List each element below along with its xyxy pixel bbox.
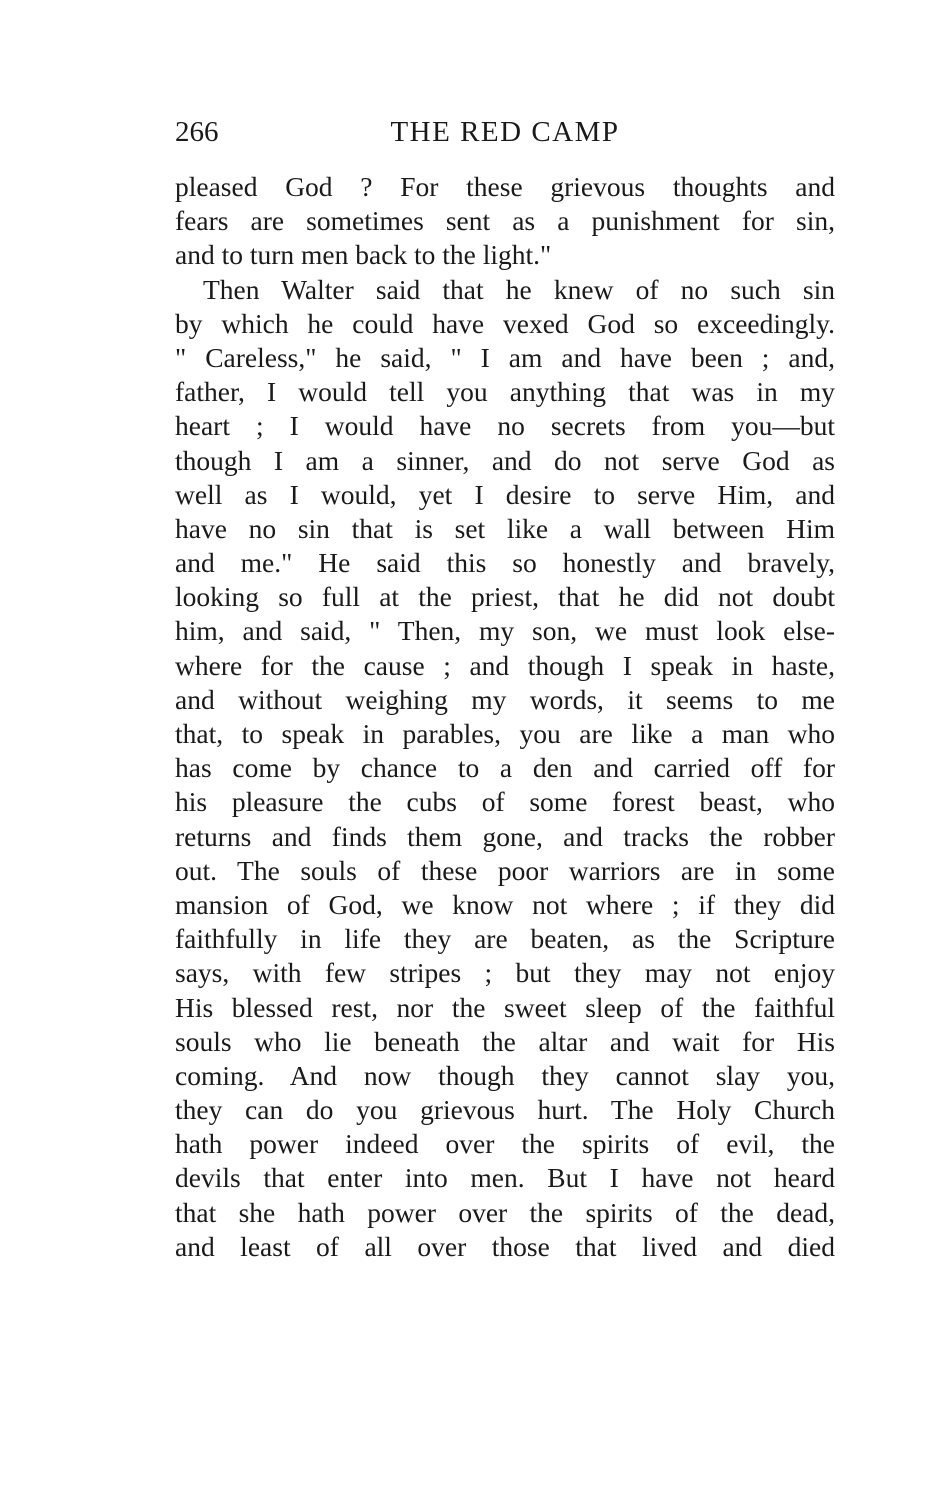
body-text xyxy=(175,170,835,1264)
text-line: looking so full at the priest, that he did not doubt xyxy=(175,581,835,613)
text-line: that she hath power over the spirits of the dead, xyxy=(175,1196,835,1228)
text-line: him, and said, " Then, my son, we must look else- xyxy=(175,615,835,647)
text-line: and me." He said this so honestly and bravely, xyxy=(175,547,835,579)
text-line: " Careless," he said, " I am and have been ; and, xyxy=(175,341,835,373)
text-line: heart ; I would have no secrets from you—but xyxy=(175,410,835,442)
page-number: 266 xyxy=(175,116,219,148)
text-line: and to turn men back to the light." xyxy=(175,239,552,271)
text-line: and least of all over those that lived and died xyxy=(175,1230,835,1262)
text-line: they can do you grievous hurt. The Holy Church xyxy=(175,1094,835,1126)
text-line: says, with few stripes ; but they may not enjoy xyxy=(175,957,835,989)
text-line: where for the cause ; and though I speak in haste, xyxy=(175,649,835,681)
text-line: by which he could have vexed God so exceedingly. xyxy=(175,307,835,339)
text-line: returns and finds them gone, and tracks the robber xyxy=(175,820,835,852)
text-line: pleased God ? For these grievous thoughts and xyxy=(175,171,835,202)
text-line: His blessed rest, nor the sweet sleep of the faithful xyxy=(175,991,835,1023)
text-line: faithfully in life they are beaten, as the Scripture xyxy=(175,923,835,955)
running-title: THE RED CAMP xyxy=(390,116,620,148)
text-line: fears are sometimes sent as a punishment for sin, xyxy=(175,205,835,237)
text-line: hath power indeed over the spirits of evil, the xyxy=(175,1128,835,1160)
text-line: well as I would, yet I desire to serve Him, and xyxy=(175,478,835,510)
text-line: have no sin that is set like a wall between Him xyxy=(175,512,835,544)
text-line: though I am a sinner, and do not serve God as xyxy=(175,444,835,476)
text-line: father, I would tell you anything that was in my xyxy=(175,376,835,408)
text-line: Then Walter said that he knew of no such sin xyxy=(203,273,835,305)
text-line: mansion of God, we know not where ; if they did xyxy=(175,888,835,920)
text-line: out. The souls of these poor warriors are in some xyxy=(175,854,835,886)
text-line: coming. And now though they cannot slay you, xyxy=(175,1059,835,1091)
text-line: souls who lie beneath the altar and wait for His xyxy=(175,1025,835,1057)
text-line: his pleasure the cubs of some forest beast, who xyxy=(175,786,835,818)
text-line: devils that enter into men. But I have not heard xyxy=(175,1162,835,1194)
text-line: that, to speak in parables, you are like a man who xyxy=(175,718,835,749)
text-line: has come by chance to a den and carried off for xyxy=(175,752,835,784)
running-head xyxy=(175,112,835,152)
text-line: and without weighing my words, it seems to me xyxy=(175,683,835,715)
